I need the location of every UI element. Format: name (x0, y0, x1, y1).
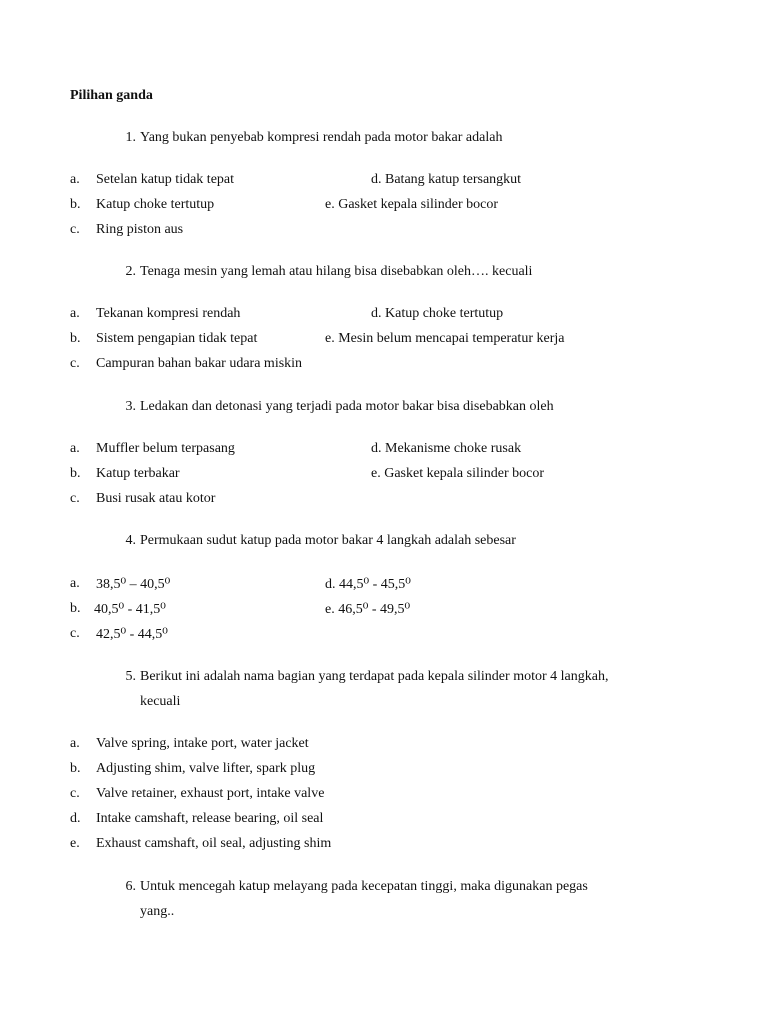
option-letter: b. (70, 466, 81, 481)
option-text: 42,5⁰ - 44,5⁰ (96, 627, 168, 642)
option-text: Muffler belum terpasang (96, 441, 235, 456)
option-text: e. Gasket kepala silinder bocor (325, 197, 498, 212)
option-text: Katup terbakar (96, 466, 180, 481)
option-text: e. Mesin belum mencapai temperatur kerja (325, 331, 565, 346)
option-letter: d. (70, 811, 81, 826)
option-text: Campuran bahan bakar udara miskin (96, 356, 303, 371)
option-text: Intake camshaft, release bearing, oil seal (96, 811, 324, 826)
question-text: Tenaga mesin yang lemah atau hilang bisa disebabkan oleh…. kecuali (140, 264, 533, 279)
option-letter: b. (70, 601, 81, 616)
question-number: 4. (125, 533, 136, 548)
option-letter: b. (70, 197, 81, 212)
option-text: e. 46,5⁰ - 49,5⁰ (325, 602, 411, 617)
option-letter: e. (70, 836, 80, 851)
question-text: Ledakan dan detonasi yang terjadi pada motor bakar bisa disebabkan oleh (140, 399, 554, 414)
option-text: d. Katup choke tertutup (371, 306, 504, 321)
question-text: Permukaan sudut katup pada motor bakar 4 langkah adalah sebesar (140, 533, 516, 548)
option-letter: b. (70, 761, 81, 776)
option-letter: a. (70, 441, 80, 456)
option-text: 38,5⁰ – 40,5⁰ (96, 577, 171, 592)
option-letter: a. (70, 306, 80, 321)
option-text: d. 44,5⁰ - 45,5⁰ (325, 577, 411, 592)
option-letter: c. (70, 626, 80, 641)
question-number: 5. (125, 669, 136, 684)
option-text: Sistem pengapian tidak tepat (96, 331, 258, 346)
question-number: 6. (125, 879, 136, 894)
question-text: Yang bukan penyebab kompresi rendah pada motor bakar adalah (140, 130, 503, 145)
option-text: Tekanan kompresi rendah (96, 306, 241, 321)
option-letter: c. (70, 786, 80, 801)
option-letter: c. (70, 491, 80, 506)
option-letter: a. (70, 736, 80, 751)
option-text: Adjusting shim, valve lifter, spark plug (96, 761, 316, 776)
option-text: d. Batang katup tersangkut (371, 172, 522, 187)
option-letter: c. (70, 222, 80, 237)
question-number: 2. (125, 264, 136, 279)
option-text: Valve spring, intake port, water jacket (96, 736, 309, 751)
option-letter: c. (70, 356, 80, 371)
option-text: Exhaust camshaft, oil seal, adjusting shim (96, 836, 332, 851)
question-text-continued: kecuali (140, 694, 181, 709)
question-text-continued: yang.. (140, 904, 175, 919)
option-text: Valve retainer, exhaust port, intake valve (96, 786, 325, 801)
option-text: e. Gasket kepala silinder bocor (371, 466, 544, 481)
option-text: Setelan katup tidak tepat (96, 172, 235, 187)
question-number: 3. (125, 399, 136, 414)
option-text: Ring piston aus (96, 222, 184, 237)
option-letter: b. (70, 331, 81, 346)
option-letter: a. (70, 576, 80, 591)
option-text: Busi rusak atau kotor (96, 491, 216, 506)
section-heading: Pilihan ganda (70, 88, 153, 103)
question-text: Untuk mencegah katup melayang pada kecepatan tinggi, maka digunakan pegas (140, 879, 588, 894)
option-text: 40,5⁰ - 41,5⁰ (94, 602, 166, 617)
question-number: 1. (125, 130, 136, 145)
question-text: Berikut ini adalah nama bagian yang terdapat pada kepala silinder motor 4 langkah, (140, 669, 609, 684)
option-letter: a. (70, 172, 80, 187)
option-text: d. Mekanisme choke rusak (371, 441, 522, 456)
option-text: Katup choke tertutup (96, 197, 215, 212)
